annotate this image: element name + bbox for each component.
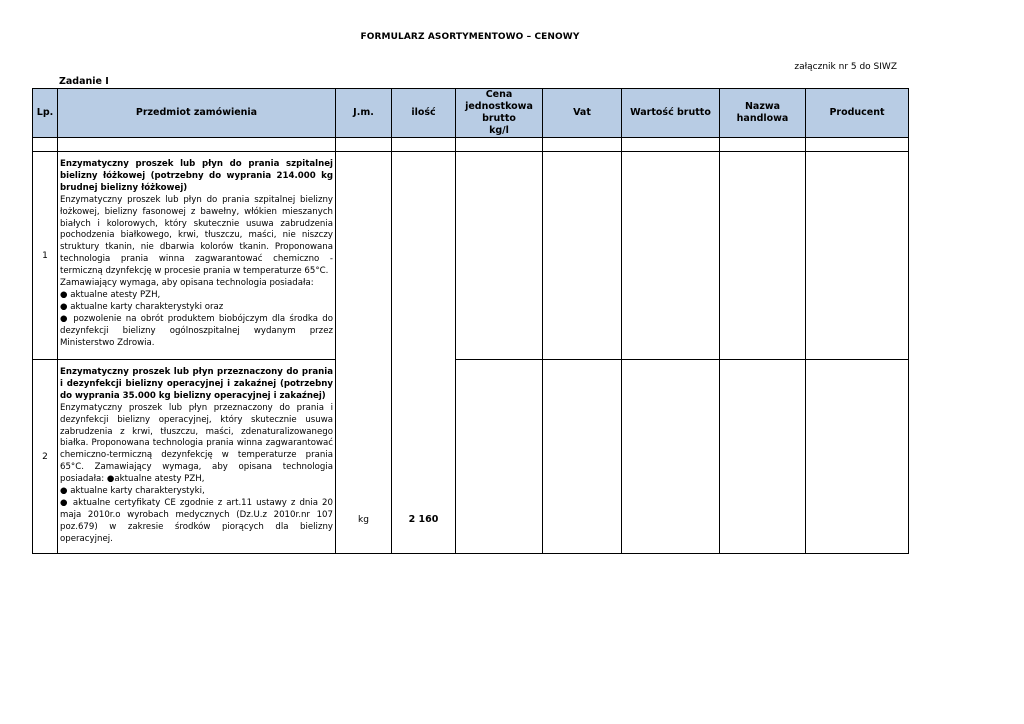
spacer-cell <box>392 138 456 152</box>
col-header-producer: Producent <box>806 89 909 138</box>
col-header-unit: J.m. <box>336 89 392 138</box>
vat-cell <box>543 152 622 360</box>
header-row <box>33 89 909 138</box>
unit-price-cell <box>456 152 543 360</box>
col-header-gross-value: Wartość brutto <box>622 89 720 138</box>
vat-cell <box>543 360 622 554</box>
table-row <box>33 360 909 554</box>
spacer-cell <box>806 138 909 152</box>
spacer-cell <box>336 138 392 152</box>
col-header-lp: Lp. <box>33 89 58 138</box>
item-bullet: ● aktualne atesty PZH, <box>60 289 161 300</box>
gross-value-cell <box>622 152 720 360</box>
trade-name-cell <box>720 152 806 360</box>
spacer-cell <box>720 138 806 152</box>
col-header-unit-price-line1: Cena jednostkowa <box>465 89 533 112</box>
trade-name-cell <box>720 360 806 554</box>
item-bullet: ● aktualne karty charakterystyki oraz <box>60 301 224 312</box>
item-bullet: ● aktualne karty charakterystyki, <box>60 486 205 497</box>
spacer-cell <box>622 138 720 152</box>
spacer-cell <box>33 138 58 152</box>
col-header-qty: ilość <box>392 89 456 138</box>
producer-cell <box>806 360 909 554</box>
spacer-cell <box>58 138 336 152</box>
item-title: Enzymatyczny proszek lub płyn przeznaczony do prania i dezynfekcji bielizny operacyjnej i zakaźnej (potrzebny do wyprania 35.000 kg bielizny operacyjnej i zakaźnej) <box>60 367 333 401</box>
row-number: 1 <box>33 152 58 360</box>
col-header-vat: Vat <box>543 89 622 138</box>
quantity-cell: 2 160 <box>392 152 456 554</box>
unit-cell: kg <box>336 152 392 554</box>
item-requirement-intro: Zamawiający wymaga, aby opisana technologia posiadała: <box>60 278 314 289</box>
item-bullet: ● aktualne certyfikaty CE zgodnie z art.11 ustawy z dnia 20 maja 2010r.o wyrobach medycznych (Dz.U.z 2010r.nr 107 poz.679) w zakresie środków piorących dla bielizny operacyjnej. <box>60 497 333 544</box>
row-number: 2 <box>33 360 58 554</box>
item-details: Enzymatyczny proszek lub płyn przeznaczony do prania i dezynfekcji bielizny operacyjnej, który skutecznie usuwa zabrudzenia z krwi, tłuszczu, maści, zdenaturalizowanego białka. Proponowana technologia prania winna zagwarantować chemiczno-termiczną dezynfekcję w temperaturze prania 65°C. Zamawiający wymaga, aby opisana technologia posiadała: ●aktualne atesty PZH, <box>60 402 333 485</box>
col-header-subject: Przedmiot zamówienia <box>58 89 336 138</box>
task-label: Zadanie I <box>59 76 109 87</box>
spacer-row <box>33 138 909 152</box>
item-bullet: ● pozwolenie na obrót produktem biobójczym dla środka do dezynfekcji bielizny ogólnoszpitalnej wydanym przez Ministerstwo Zdrowia. <box>60 313 333 348</box>
table-row <box>33 152 909 360</box>
item-description <box>58 360 336 554</box>
unit-price-cell <box>456 360 543 554</box>
col-header-unit-price-line3: kg/l <box>489 125 509 136</box>
item-details: Enzymatyczny proszek lub płyn do prania szpitalnej bielizny łożkowej, bielizny fasonowej z bawełny, włókien mieszanych białych i kolorowych, który skutecznie usuwa zabrudzenia pochodzenia białkowego, krwi, tłuszczu, maści, nie niszczy struktury tkanin, nie dbarwia kolorów tkanin. Proponowana technologia prania winna zagwarantować chemiczno - termiczną dzynfekcję w procesie prania w temperaturze 65°C. <box>60 194 333 277</box>
spacer-cell <box>543 138 622 152</box>
col-header-unit-price <box>456 89 543 138</box>
spacer-cell <box>456 138 543 152</box>
col-header-unit-price-line2: brutto <box>482 113 516 124</box>
annex-label: załącznik nr 5 do SIWZ <box>794 62 897 72</box>
document-title: FORMULARZ ASORTYMENTOWO – CENOWY <box>360 32 580 42</box>
gross-value-cell <box>622 360 720 554</box>
col-header-trade-name: Nazwa handlowa <box>720 89 806 138</box>
assortment-price-table <box>32 88 909 554</box>
item-title: Enzymatyczny proszek lub płyn do prania szpitalnej bielizny łóżkowej (potrzebny do wyprania 214.000 kg brudnej bielizny łóżkowej) <box>60 159 333 193</box>
item-description <box>58 152 336 360</box>
producer-cell <box>806 152 909 360</box>
